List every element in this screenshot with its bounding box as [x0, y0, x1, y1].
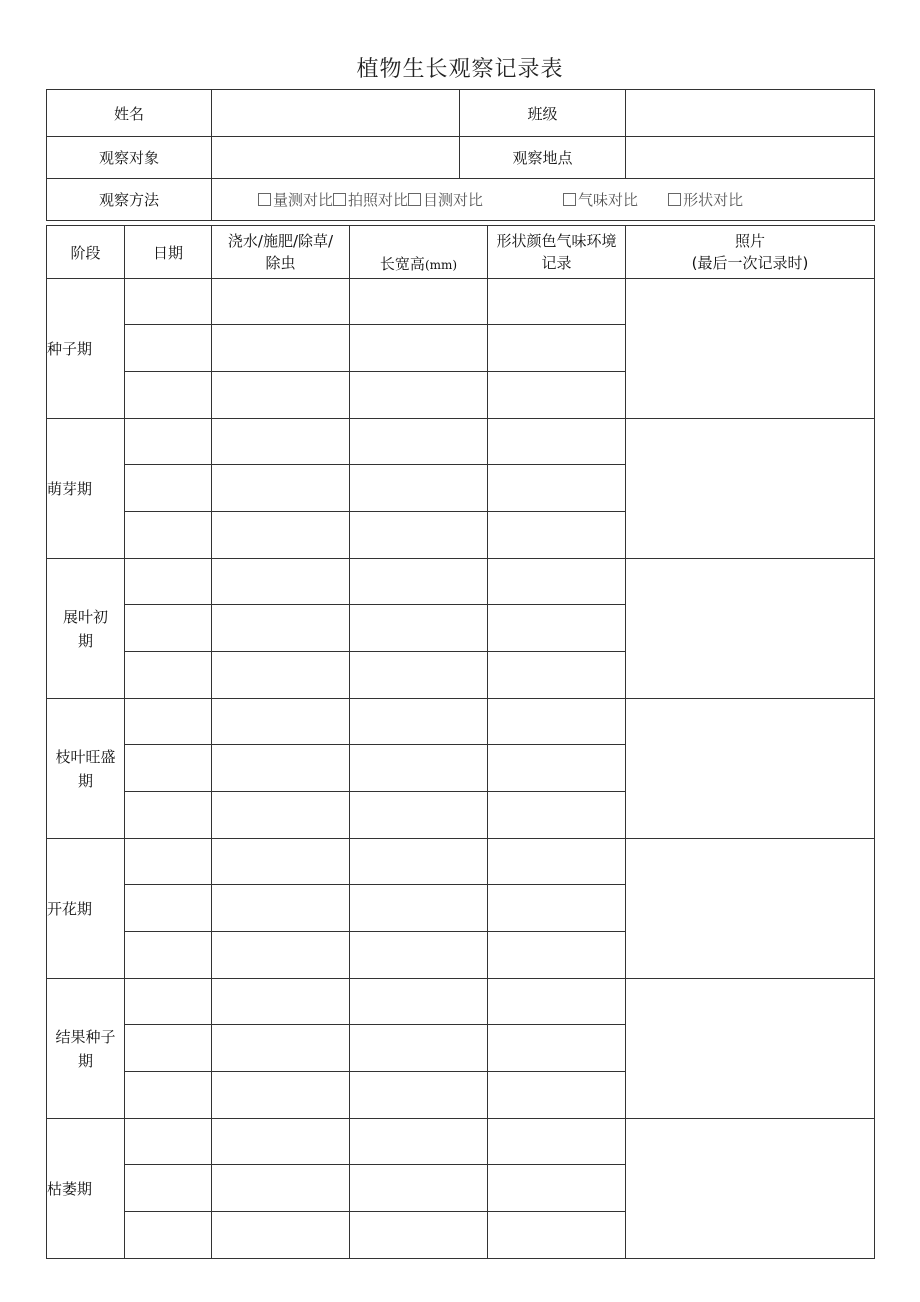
- stage-label-line1: 种子期: [47, 339, 93, 358]
- header-date: 日期: [125, 226, 212, 279]
- shape-cell[interactable]: [488, 419, 626, 465]
- size-cell[interactable]: [350, 1165, 488, 1212]
- stage-label-line1: 枯萎期: [47, 1179, 93, 1198]
- shape-cell[interactable]: [488, 932, 626, 979]
- size-cell[interactable]: [350, 1072, 488, 1119]
- table-row: [47, 559, 875, 605]
- date-cell[interactable]: [125, 979, 212, 1025]
- date-cell[interactable]: [125, 1072, 212, 1119]
- date-cell[interactable]: [125, 279, 212, 325]
- page-title: 植物生长观察记录表: [356, 57, 564, 82]
- care-cell[interactable]: [212, 1165, 350, 1212]
- care-cell[interactable]: [212, 885, 350, 932]
- shape-cell[interactable]: [488, 1025, 626, 1072]
- shape-cell[interactable]: [488, 1165, 626, 1212]
- checkbox-icon[interactable]: [408, 193, 421, 206]
- care-cell[interactable]: [212, 325, 350, 372]
- photo-cell[interactable]: [626, 1119, 875, 1259]
- table-row: [47, 979, 875, 1025]
- size-cell[interactable]: [350, 419, 488, 465]
- header-photo-line2: (最后一次记录时): [691, 254, 809, 272]
- date-cell[interactable]: [125, 839, 212, 885]
- shape-cell[interactable]: [488, 325, 626, 372]
- shape-cell[interactable]: [488, 559, 626, 605]
- shape-cell[interactable]: [488, 792, 626, 839]
- stage-cell: [47, 279, 125, 419]
- shape-cell[interactable]: [488, 465, 626, 512]
- date-cell[interactable]: [125, 745, 212, 792]
- care-cell[interactable]: [212, 419, 350, 465]
- care-cell[interactable]: [212, 1025, 350, 1072]
- header-care-line2: 除虫: [265, 254, 296, 272]
- method-label: 观察方法: [47, 179, 212, 221]
- size-cell[interactable]: [350, 1025, 488, 1072]
- shape-cell[interactable]: [488, 279, 626, 325]
- size-cell[interactable]: [350, 699, 488, 745]
- header-size-text: 长宽高: [379, 255, 425, 273]
- stage-cell: [47, 979, 125, 1119]
- checkbox-icon[interactable]: [258, 193, 271, 206]
- checkbox-icon[interactable]: [668, 193, 681, 206]
- size-cell[interactable]: [350, 839, 488, 885]
- size-cell[interactable]: [350, 372, 488, 419]
- stage-label-line1: 萌芽期: [47, 479, 93, 498]
- size-cell[interactable]: [350, 465, 488, 512]
- size-cell[interactable]: [350, 932, 488, 979]
- photo-cell[interactable]: [626, 559, 875, 699]
- date-cell[interactable]: [125, 1025, 212, 1072]
- date-cell[interactable]: [125, 652, 212, 699]
- method-option-label: 气味对比: [578, 191, 639, 209]
- care-cell[interactable]: [212, 932, 350, 979]
- date-cell[interactable]: [125, 559, 212, 605]
- method-option-label: 拍照对比: [348, 191, 409, 209]
- info-table: [46, 89, 875, 221]
- date-cell[interactable]: [125, 1212, 212, 1259]
- location-label: 观察地点: [460, 137, 626, 179]
- shape-cell[interactable]: [488, 699, 626, 745]
- shape-cell[interactable]: [488, 745, 626, 792]
- date-cell[interactable]: [125, 372, 212, 419]
- header-shape-line2: 记录: [541, 254, 572, 272]
- date-cell[interactable]: [125, 465, 212, 512]
- header-care-line1: 浇水/施肥/除草/: [227, 232, 334, 250]
- shape-cell[interactable]: [488, 979, 626, 1025]
- shape-cell[interactable]: [488, 652, 626, 699]
- care-cell[interactable]: [212, 465, 350, 512]
- stage-label-line1: 开花期: [47, 899, 93, 918]
- size-cell[interactable]: [350, 792, 488, 839]
- size-cell[interactable]: [350, 325, 488, 372]
- stage-label-line2: 期: [77, 1051, 93, 1070]
- care-cell[interactable]: [212, 979, 350, 1025]
- care-cell[interactable]: [212, 699, 350, 745]
- stage-label-line2: 期: [77, 631, 93, 650]
- care-cell[interactable]: [212, 1212, 350, 1259]
- size-cell[interactable]: [350, 885, 488, 932]
- date-cell[interactable]: [125, 512, 212, 559]
- header-size: [350, 226, 488, 279]
- stage-cell: [47, 559, 125, 699]
- stage-label-line1: 结果种子: [55, 1027, 116, 1046]
- care-cell[interactable]: [212, 372, 350, 419]
- size-cell[interactable]: [350, 652, 488, 699]
- care-cell[interactable]: [212, 745, 350, 792]
- stage-cell: [47, 1119, 125, 1259]
- header-shape-line1: 形状颜色气味环境: [496, 232, 617, 250]
- table-row: [47, 699, 875, 745]
- method-option-label: 形状对比: [683, 191, 744, 209]
- care-cell[interactable]: [212, 605, 350, 652]
- date-cell[interactable]: [125, 325, 212, 372]
- size-cell[interactable]: [350, 1212, 488, 1259]
- shape-cell[interactable]: [488, 1119, 626, 1165]
- care-cell[interactable]: [212, 512, 350, 559]
- care-cell[interactable]: [212, 1072, 350, 1119]
- date-cell[interactable]: [125, 1165, 212, 1212]
- date-cell[interactable]: [125, 1119, 212, 1165]
- care-cell[interactable]: [212, 559, 350, 605]
- date-cell[interactable]: [125, 605, 212, 652]
- size-cell[interactable]: [350, 1119, 488, 1165]
- header-row: [47, 226, 875, 279]
- object-label: 观察对象: [47, 137, 212, 179]
- stage-cell: [47, 419, 125, 559]
- checkbox-icon[interactable]: [563, 193, 576, 206]
- table-row: [47, 839, 875, 885]
- stage-label-line2: 期: [77, 771, 93, 790]
- method-option[interactable]: [668, 189, 743, 210]
- stage-cell: [47, 699, 125, 839]
- header-photo-line1: 照片: [734, 232, 765, 250]
- method-option[interactable]: [258, 189, 333, 210]
- checkbox-icon[interactable]: [333, 193, 346, 206]
- photo-cell[interactable]: [626, 839, 875, 979]
- care-cell[interactable]: [212, 1119, 350, 1165]
- shape-cell[interactable]: [488, 512, 626, 559]
- method-option[interactable]: [333, 189, 408, 210]
- date-cell[interactable]: [125, 699, 212, 745]
- shape-cell[interactable]: [488, 839, 626, 885]
- photo-cell[interactable]: [626, 279, 875, 419]
- size-cell[interactable]: [350, 605, 488, 652]
- size-cell[interactable]: [350, 512, 488, 559]
- table-row: [47, 1119, 875, 1165]
- photo-cell[interactable]: [626, 979, 875, 1119]
- method-option-label: 目测对比: [423, 191, 484, 209]
- stage-label-line1: 展叶初: [62, 607, 108, 626]
- shape-cell[interactable]: [488, 885, 626, 932]
- location-field[interactable]: [626, 137, 875, 179]
- date-cell[interactable]: [125, 792, 212, 839]
- shape-cell[interactable]: [488, 605, 626, 652]
- size-cell[interactable]: [350, 979, 488, 1025]
- photo-cell[interactable]: [626, 419, 875, 559]
- method-option[interactable]: [563, 189, 638, 210]
- size-cell[interactable]: [350, 745, 488, 792]
- method-options: [212, 179, 875, 221]
- shape-cell[interactable]: [488, 1072, 626, 1119]
- date-cell[interactable]: [125, 932, 212, 979]
- table-row: [47, 419, 875, 465]
- name-field[interactable]: [212, 90, 460, 137]
- size-cell[interactable]: [350, 279, 488, 325]
- header-photo: [626, 226, 875, 279]
- observation-table: [46, 225, 875, 1259]
- method-option[interactable]: [408, 189, 483, 210]
- header-shape: [488, 226, 626, 279]
- header-care: [212, 226, 350, 279]
- method-option-label: 量测对比: [273, 191, 334, 209]
- date-cell[interactable]: [125, 419, 212, 465]
- class-field[interactable]: [626, 90, 875, 137]
- date-cell[interactable]: [125, 885, 212, 932]
- care-cell[interactable]: [212, 652, 350, 699]
- name-label: 姓名: [47, 90, 212, 137]
- shape-cell[interactable]: [488, 1212, 626, 1259]
- care-cell[interactable]: [212, 792, 350, 839]
- table-row: [47, 279, 875, 325]
- care-cell[interactable]: [212, 839, 350, 885]
- photo-cell[interactable]: [626, 699, 875, 839]
- object-field[interactable]: [212, 137, 460, 179]
- stage-label-line1: 枝叶旺盛: [55, 747, 116, 766]
- class-label: 班级: [460, 90, 626, 137]
- header-stage: 阶段: [47, 226, 125, 279]
- shape-cell[interactable]: [488, 372, 626, 419]
- care-cell[interactable]: [212, 279, 350, 325]
- size-cell[interactable]: [350, 559, 488, 605]
- stage-cell: [47, 839, 125, 979]
- header-size-unit: (mm): [424, 258, 458, 272]
